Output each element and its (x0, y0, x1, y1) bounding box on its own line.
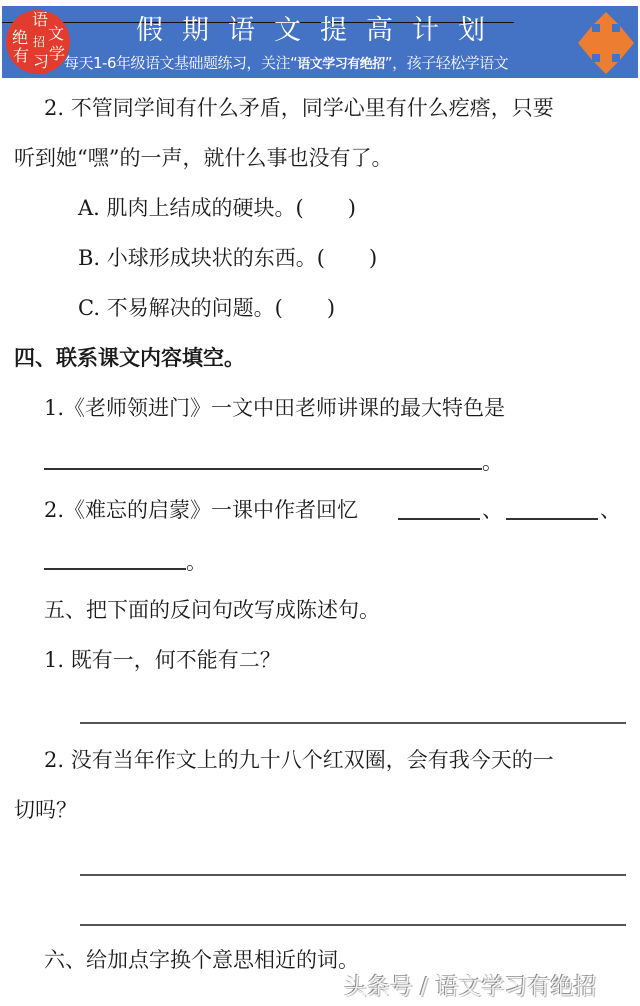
punctuation: 。 (186, 550, 207, 574)
fill-blank[interactable] (44, 468, 482, 470)
banner-title: 假期语文提高计划 (136, 15, 504, 46)
option-text: A. 肌肉上结成的硬块。( (78, 196, 304, 220)
option-b (78, 246, 377, 270)
logo-char: 语 (32, 10, 49, 29)
logo-char: 有 (13, 46, 30, 65)
answer-line[interactable] (80, 924, 626, 926)
section-heading: 四、联系课文内容填空。 (14, 346, 245, 370)
logo-badge (6, 10, 70, 74)
option-text: C. 不易解决的问题。( (78, 296, 283, 320)
question-text: 2. 没有当年作文上的九十八个红双圈，会有我今天的一 (44, 748, 554, 772)
fill-blank[interactable] (506, 518, 598, 520)
logo-char: 学 (49, 44, 66, 63)
answer-line[interactable] (80, 874, 626, 876)
question-text: 2. 不管同学间有什么矛盾，同学心里有什么疙瘩，只要 (44, 96, 554, 120)
option-close: ) (326, 296, 336, 320)
option-a (78, 196, 356, 220)
section-heading: 五、把下面的反问句改写成陈述句。 (44, 598, 380, 622)
subtitle-brand: 语文学习有绝招 (297, 57, 385, 72)
question-text: 切吗？ (14, 798, 77, 822)
punctuation: 、 (600, 498, 621, 522)
logo-char: 绝 (12, 28, 29, 47)
option-close: ) (368, 246, 378, 270)
answer-line[interactable] (80, 722, 626, 724)
question-text: 听到她“嘿”的一声，就什么事也没有了。 (14, 146, 393, 170)
option-text: B. 小球形成块状的东西。( (78, 246, 325, 270)
option-close: ) (347, 196, 356, 220)
section-heading: 六、给加点字换个意思相近的词。 (44, 948, 359, 972)
fill-blank[interactable] (398, 518, 480, 520)
header-banner (2, 6, 638, 78)
logo-char: 文 (48, 24, 65, 43)
logo-char: 习 (33, 52, 50, 71)
question-text: 1. 既有一，何不能有二？ (44, 648, 281, 672)
fill-blank[interactable] (44, 568, 186, 570)
four-way-arrow-icon (574, 10, 638, 76)
logo-char: 招 (33, 35, 46, 49)
punctuation: 、 (482, 498, 503, 522)
option-c (78, 296, 335, 320)
subtitle-suffix: ”，孩子轻松学语文 (384, 54, 509, 72)
watermark: 头条号 / 语文学习有绝招 (344, 974, 597, 1000)
subtitle-prefix: 每天1-6年级语文基础题练习，关注“ (64, 54, 298, 72)
question-text: 2.《难忘的启蒙》一课中作者回忆 (44, 498, 359, 522)
question-text: 1.《老师领进门》一文中田老师讲课的最大特色是 (44, 396, 506, 420)
banner-subtitle (64, 52, 508, 73)
punctuation: 。 (482, 450, 503, 474)
